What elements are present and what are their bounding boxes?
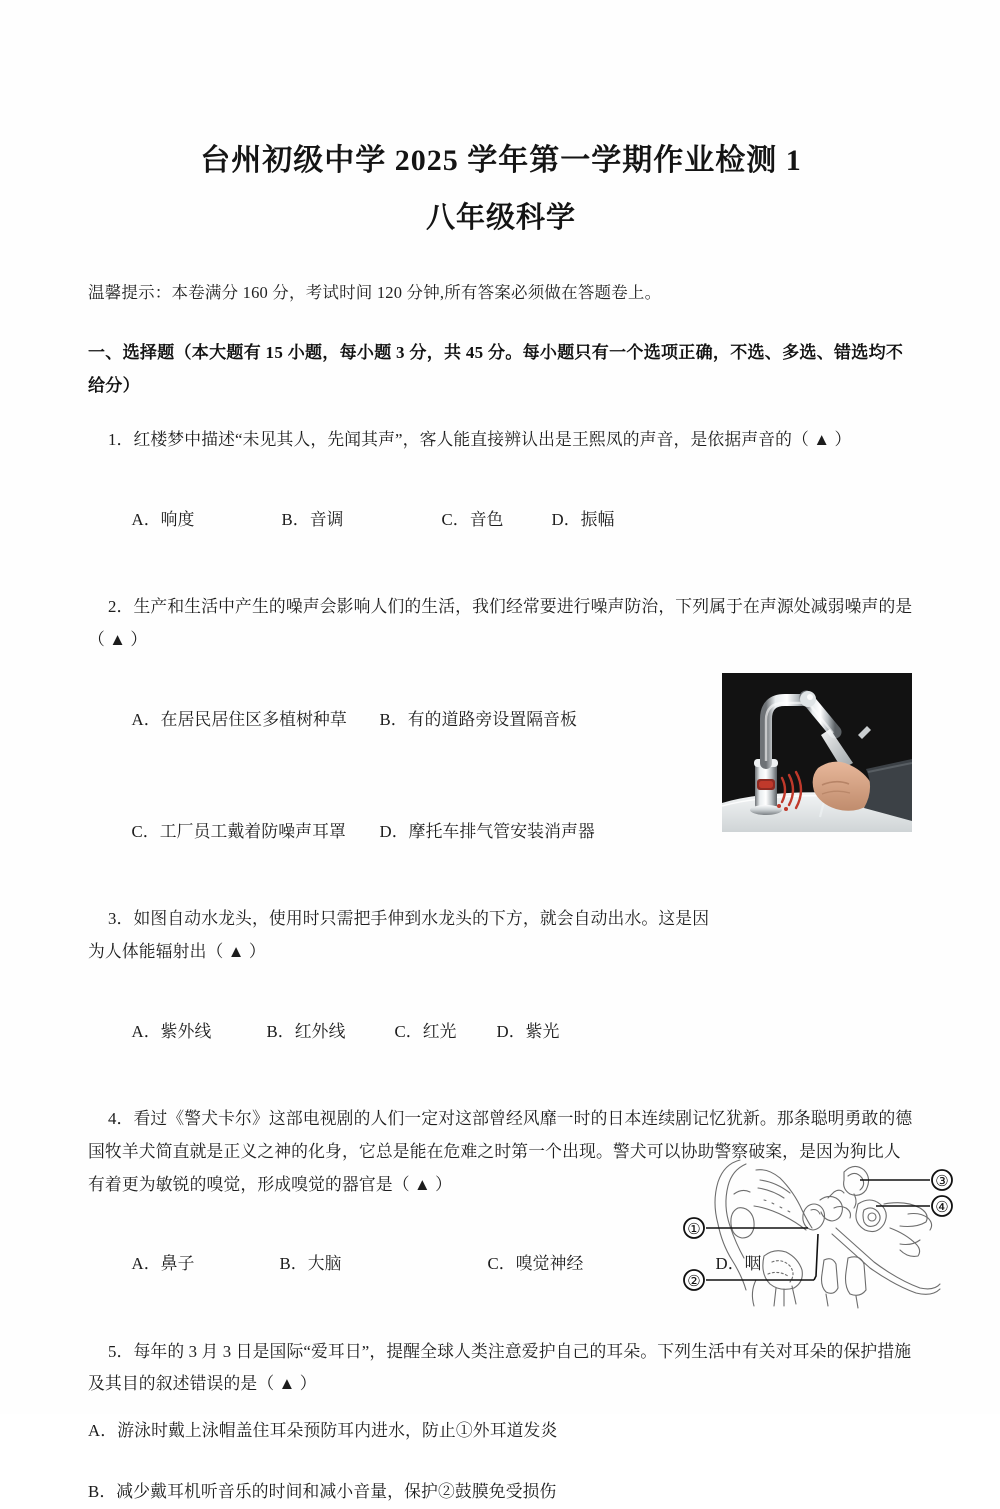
label-4-text: ④ xyxy=(935,1200,949,1216)
label-3-text: ③ xyxy=(935,1174,949,1190)
question-1-options xyxy=(88,457,914,569)
diagram-labels xyxy=(684,1170,952,1290)
label-2-text: ② xyxy=(687,1274,701,1290)
question-3-option-b[interactable]: B．红外线 xyxy=(266,1021,346,1041)
automatic-faucet-photo xyxy=(722,673,912,832)
question-5-option-b[interactable]: B．减少戴耳机听音乐的时间和减小音量，保护②鼓膜免受损伤 xyxy=(88,1481,557,1501)
question-2-stem: 2．生产和生活中产生的噪声会影响人们的生活，我们经常要进行噪声防治，下列属于在声源处减弱噪声的是（ ▲ ） xyxy=(88,597,913,650)
question-4-option-c[interactable]: C．嗅觉神经 xyxy=(487,1254,584,1274)
question-3-option-c[interactable]: C．红光 xyxy=(394,1021,457,1041)
question-5-options xyxy=(88,1401,914,1509)
page-title: 台州初级中学 2025 学年第一学期作业检测 1 xyxy=(200,144,802,177)
question-5 xyxy=(88,1314,914,1509)
leader-line-2-bend xyxy=(814,1234,818,1280)
question-3 xyxy=(88,881,914,1081)
question-4-stem: 4．看过《警犬卡尔》这部电视剧的人们一定对这部曾经风靡一时的日本连续剧记忆犹新。那条聪明勇敢的德国牧羊犬简直就是正义之神的化身，它总是能在危难之时第一个出现。警犬可以协助警察破案，是因为狗比人有着更为敏锐的嗅觉，形成嗅觉的器官是（ ▲ ） xyxy=(88,1109,913,1194)
question-3-option-a[interactable]: A．紫外线 xyxy=(131,1021,212,1041)
question-1 xyxy=(88,402,914,569)
leader-lines xyxy=(706,1180,930,1280)
question-4-option-d[interactable]: D．咽 xyxy=(715,1254,762,1274)
question-5-option-a[interactable]: A．游泳时戴上泳帽盖住耳朵预防耳内进水，防止①外耳道发炎 xyxy=(88,1421,558,1441)
question-1-option-c[interactable]: C．音色 xyxy=(441,509,504,529)
question-1-option-b[interactable]: B．音调 xyxy=(281,509,344,529)
question-4-option-b[interactable]: B．大脑 xyxy=(279,1254,342,1274)
ear-anatomy-diagram xyxy=(668,1148,958,1313)
question-3-option-d[interactable]: D．紫光 xyxy=(496,1021,560,1041)
question-3-stem: 3．如图自动水龙头，使用时只需把手伸到水龙头的下方，就会自动出水。这是因为人体能辐射出（ ▲ ） xyxy=(88,909,710,962)
question-3-options xyxy=(88,969,914,1081)
question-4-option-a[interactable]: A．鼻子 xyxy=(131,1254,195,1274)
question-2-option-a[interactable]: A．在居民居住区多植树种草 xyxy=(131,709,347,729)
question-5-stem: 5．每年的 3 月 3 日是国际“爱耳日”，提醒全球人类注意爱护自己的耳朵。下列生活中有关对耳朵的保护措施及其目的叙述错误的是（ ▲ ） xyxy=(88,1341,912,1394)
question-2-option-d[interactable]: D．摩托车排气管安装消声器 xyxy=(379,821,595,841)
question-2-option-c[interactable]: C．工厂员工戴着防噪声耳罩 xyxy=(131,821,346,841)
question-1-stem: 1．红楼梦中描述“未见其人，先闻其声”，客人能直接辨认出是王熙凤的声音，是依据声音的（ ▲ ） xyxy=(108,430,852,450)
question-1-option-d[interactable]: D．振幅 xyxy=(551,509,615,529)
page-subtitle: 八年级科学 xyxy=(425,202,576,234)
question-1-option-a[interactable]: A．响度 xyxy=(131,509,195,529)
exam-notice: 温馨提示：本卷满分 160 分，考试时间 120 分钟,所有答案必须做在答题卷上。 xyxy=(88,282,662,302)
section-heading-multiple-choice: 一、选择题（本大题有 15 小题，每小题 3 分，共 45 分。每小题只有一个选项正确，不选、多选、错选均不给分） xyxy=(88,343,904,396)
question-2-option-b[interactable]: B．有的道路旁设置隔音板 xyxy=(379,709,578,729)
label-1-text: ① xyxy=(687,1222,701,1238)
